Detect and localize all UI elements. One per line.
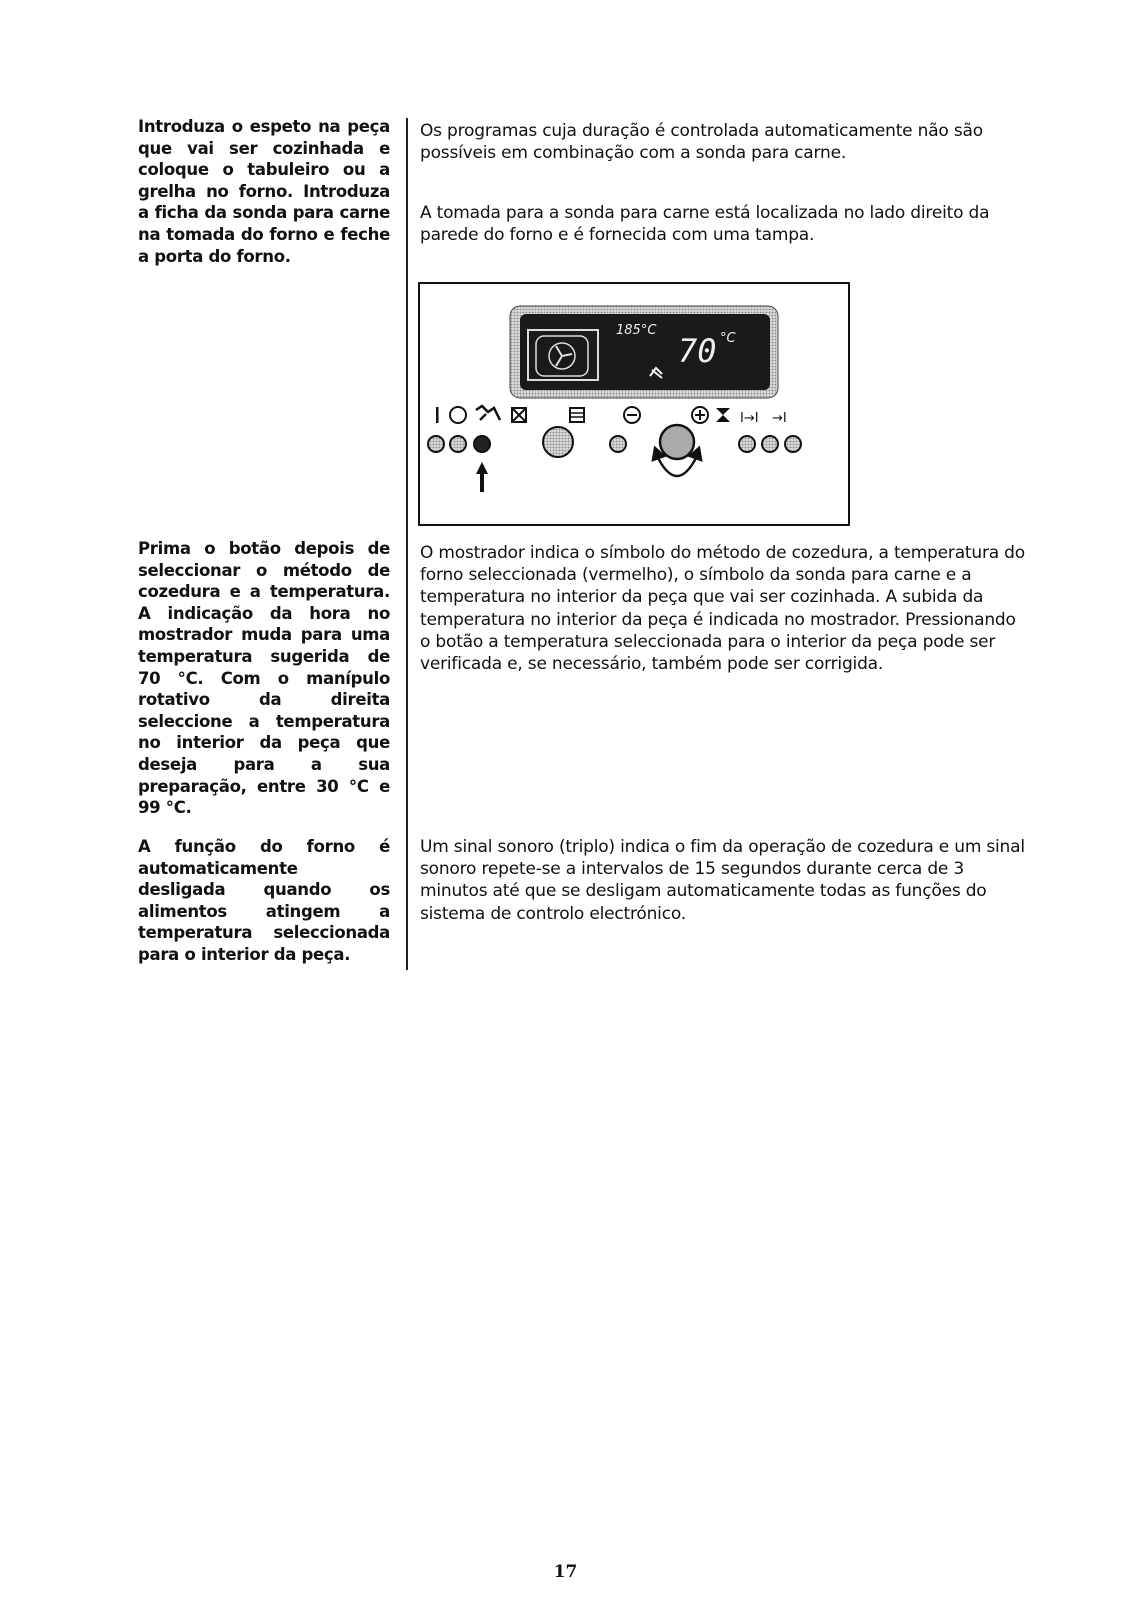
control-panel-illustration [420, 284, 848, 524]
probe-temperature-readout: 70 [678, 332, 717, 370]
right-paragraph-3 [420, 542, 1030, 675]
right-paragraph-2 [420, 202, 1030, 246]
column-divider [406, 118, 408, 970]
paragraph-probe-programs: Os programas cuja duração é controlada automaticamente não são possíveis em combinação com a sonda para carne. [420, 121, 983, 164]
oven-function-knob[interactable] [543, 427, 573, 457]
end-time-icon: →I [772, 411, 787, 426]
paragraph-signal-info: Um sinal sonoro (triplo) indica o fim da operação de cozedura e um sinal sonoro repete-se a intervalos de 15 segundos durante cerca de 3 minutos até que se desligam automaticamente todas as funções do sistema de controlo electrónico. [420, 837, 1025, 924]
control-panel-figure [418, 282, 850, 526]
off-button[interactable] [450, 436, 466, 452]
left-instruction-2: Prima o botão depois de seleccionar o método de cozedura e a temperatura. A indicação da hora no mostrador muda para uma temperatura sugerida de 70 °C. Com o manípulo rotativo da direita seleccione a temperatura no interior da peça que deseja para a sua preparação, entre 30 °C e 99 °C. [138, 539, 390, 818]
paragraph-probe-socket: A tomada para a sonda para carne está localizada no lado direito da parede do forno e é fornecida com uma tampa. [420, 203, 990, 246]
on-symbol-icon [436, 407, 439, 423]
arrow-up-icon [476, 462, 488, 492]
plus-icon [692, 407, 708, 423]
page-number: 17 [553, 1562, 578, 1582]
on-button[interactable] [428, 436, 444, 452]
oven-display [510, 306, 778, 398]
display-button[interactable] [610, 436, 626, 452]
grill-icon [570, 408, 584, 422]
right-paragraph-1 [420, 120, 1030, 164]
end-time-button[interactable] [785, 436, 801, 452]
left-instruction-3: A função do forno é automaticamente desligada quando os alimentos atingem a temperatura seleccionada para o interior da peça. [138, 837, 390, 964]
timer-icon [716, 408, 730, 422]
probe-temperature-unit: °C [720, 331, 736, 346]
right-paragraph-4 [420, 836, 1030, 925]
duration-icon: I→I [740, 411, 759, 426]
probe-button[interactable] [474, 436, 490, 452]
fan-grill-icon [512, 408, 526, 422]
left-instruction-1: Introduza o espeto na peça que vai ser cozinhada e coloque o tabuleiro ou a grelha no forno. Introduza a ficha da sonda para carne na tomada do forno e feche a porta do forno. [138, 117, 390, 266]
paragraph-display-info: O mostrador indica o símbolo do método de cozedura, a temperatura do forno seleccionada (vermelho), o símbolo da sonda para carne e a temperatura no interior da peça que vai ser cozinhada. A subida da temperatura no interior da peça é indicada no mostrador. Pressionando o botão a temperatura seleccionada para o interior da peça pode ser verificada e, se necessário, também pode ser corrigida. [420, 543, 1025, 675]
minus-icon [624, 407, 640, 423]
temperature-knob[interactable] [660, 425, 694, 459]
probe-symbol-icon [476, 406, 500, 420]
off-symbol-icon [450, 407, 466, 423]
timer-button[interactable] [739, 436, 755, 452]
oven-temperature-readout: 185°C [616, 323, 657, 338]
duration-button[interactable] [762, 436, 778, 452]
